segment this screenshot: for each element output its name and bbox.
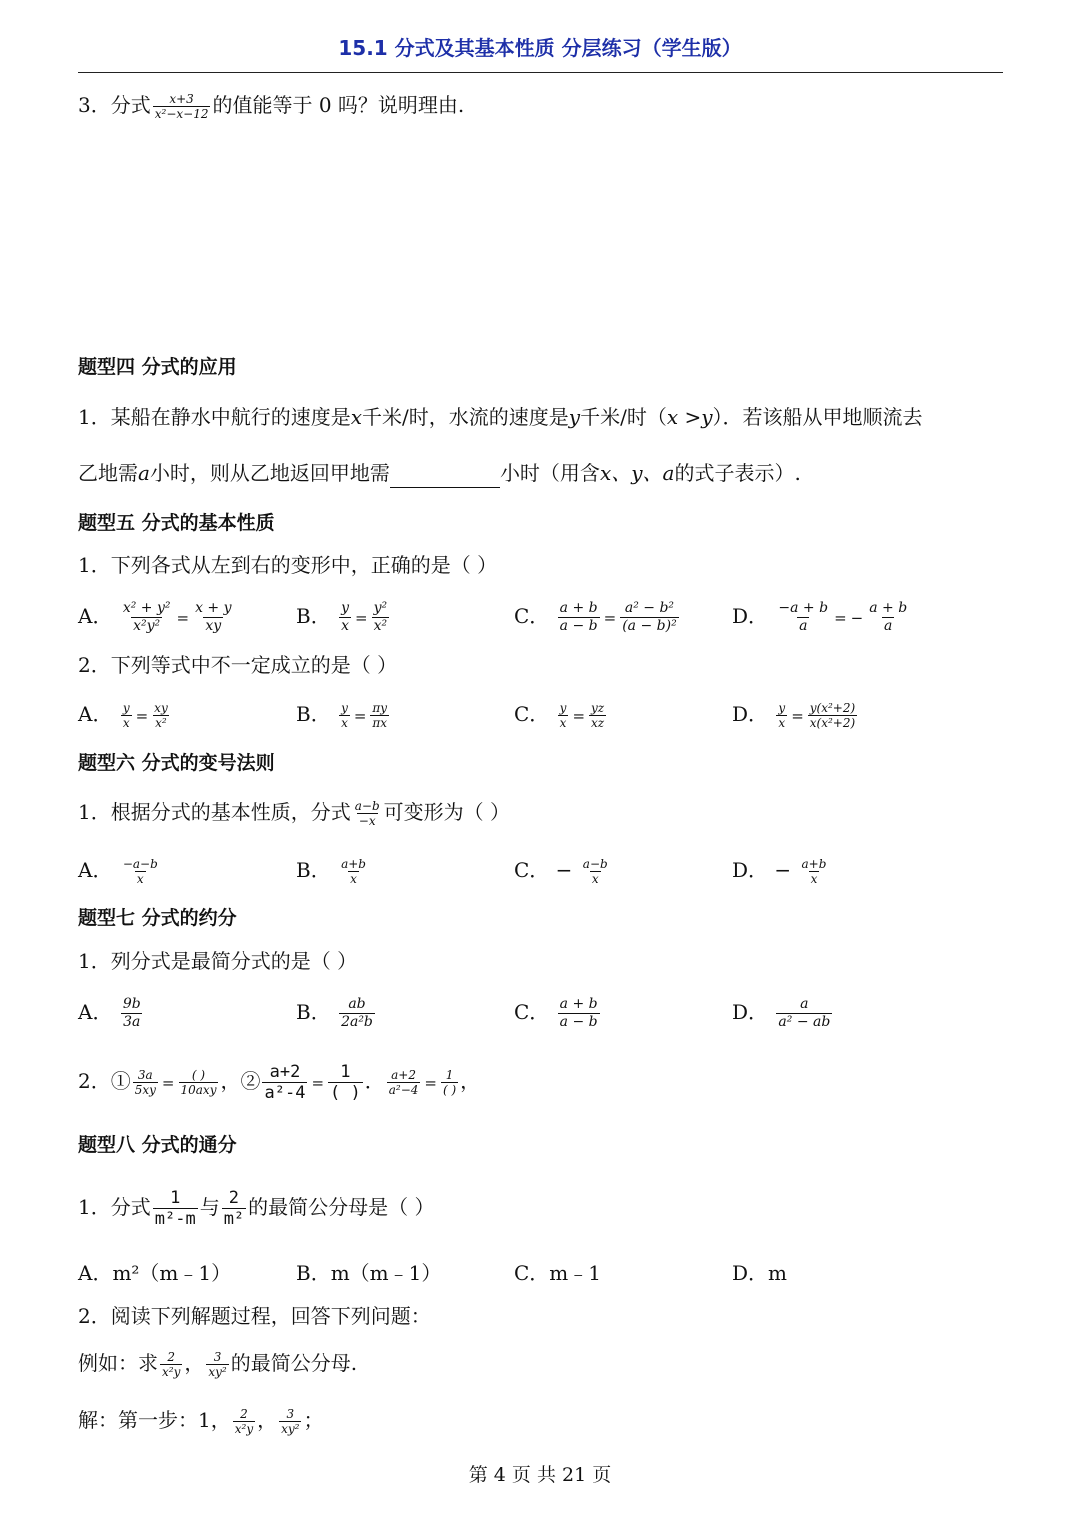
s8-text: ； [303,1408,324,1432]
section-8-title: 题型八 分式的通分 [78,1134,237,1156]
s6-text: 1．根据分式的基本性质，分式 [78,800,351,824]
fraction [800,857,829,886]
s8-q1 [78,1188,435,1229]
numerator: x + y [195,600,232,616]
fraction [339,600,351,635]
denominator: x [136,872,144,886]
numerator: ( ) [191,1068,206,1082]
option-label: C． [514,1000,550,1024]
denominator: x [350,872,357,886]
numerator: a² − b² [624,600,675,616]
numerator: a+2 [391,1068,416,1082]
fraction [776,600,830,635]
denominator: x² [155,716,167,730]
denominator: a²−4 [388,1083,419,1097]
fraction [558,701,569,730]
s8-text: 1．分式 [78,1195,151,1219]
option-label: C． [514,604,550,628]
denominator: a − b [559,618,598,634]
fraction [160,1350,182,1379]
denominator: x² [373,618,388,634]
q3-prefix: 3．分式 [78,93,151,117]
var-a: a [138,461,150,485]
s7-q2: 2．① $\frac{3a}{5xy}$ = $\frac{( )}{\text{10axy}}$ ，② $\frac{a+2}{\text{a²-4}}$ = $\frac{1}{( )}$ ． $\frac{a+2}{\text{a²−4}}$ = $\frac{1}{( )}$ ， [78,1062,481,1103]
header-divider [78,72,1003,73]
denominator: x [559,716,567,730]
answer-blank[interactable] [390,467,500,488]
fraction [339,857,368,886]
denominator: x²y [234,1422,254,1436]
option-label: B． [296,858,331,882]
denominator: a² − ab [778,1014,831,1030]
s4-text: 小时，则从乙地返回甲地需 [149,461,390,485]
fraction [353,799,382,828]
option-label: D． [732,1000,769,1024]
s8-q2: 2．阅读下列解题过程，回答下列问题： [78,1304,431,1328]
s5-q2: 2．下列等式中不一定成立的是（ ） [78,653,398,677]
s8-solution [78,1405,323,1436]
numerator: 1 [340,1062,351,1082]
fraction [776,701,787,730]
denominator: xy² [208,1365,227,1379]
s4-text: 小时（用含 [499,461,600,485]
option-label: A． [78,702,113,726]
s5-q2-option-b[interactable]: B． $\frac{y}{x}$ = $\frac{\pi y}{\pi x}$ [296,701,388,730]
s8-text: 的最简公分母是（ ） [248,1195,435,1219]
s8-text: 例如：求 [78,1351,158,1375]
s5-q1: 1．下列各式从左到右的变形中，正确的是（ ） [78,553,498,577]
numerator: xy [154,701,168,715]
s8-option-d[interactable]: D．m [732,1261,787,1285]
s4-text: 的式子表示）. [674,461,801,485]
denominator: x [341,618,349,634]
s6-text: 可变形为（ ） [383,800,510,824]
numerator: a−b [354,799,380,813]
section-4-title: 题型四 分式的应用 [78,356,237,378]
s5-q1-option-b[interactable]: B． $\frac{y}{x}$ = $\frac{\text{y²}}{\text{x²}}$ [296,600,388,634]
numerator: y(x²+2) [809,701,856,715]
option-label: D． [732,604,769,628]
s8-text: ， [184,1351,205,1375]
denominator: πx [372,716,388,730]
denominator: m²-m [154,1209,196,1229]
numerator: a+b [801,857,827,871]
fraction [867,600,909,635]
denominator: 3a [123,1014,141,1030]
option-label: C． [514,858,550,882]
fraction [121,701,132,730]
numerator: y [778,701,786,715]
s7-text: ． [364,1069,385,1093]
s8-option-b[interactable]: B．m（m﹣1） [296,1261,442,1285]
fraction [776,996,832,1031]
fraction [121,857,160,886]
denominator: x(x²+2) [809,716,856,730]
fraction [589,701,606,730]
s7-option-d[interactable] [732,996,834,1031]
fraction [339,996,375,1031]
s6-option-d[interactable] [732,855,830,886]
vars: x、y、a [599,461,675,485]
s5-q2-option-c[interactable]: C． $\frac{y}{x}$ = $\frac{yz}{xz}$ [514,701,605,730]
denominator: ( ) [330,1083,361,1103]
s7-option-a[interactable] [78,996,145,1031]
numerator: 2 [167,1350,175,1364]
fraction [620,600,678,635]
fraction [121,600,173,635]
s7-text: ， [460,1069,481,1093]
fraction [262,1062,307,1103]
s6-option-b[interactable] [296,855,370,886]
s4-text: 乙地需 [78,461,138,485]
fraction [152,701,170,730]
denominator: xy² [281,1422,300,1436]
numerator: πy [372,701,388,715]
numerator: 3 [213,1350,222,1364]
numerator: y [122,701,130,715]
fraction [193,600,233,635]
denominator: xz [591,716,605,730]
option-label: A． [78,604,113,628]
numerator: 1 [445,1068,454,1082]
numerator: 2 [240,1407,248,1421]
s7-text: ，② [220,1069,261,1093]
page-footer: 第 4 页 共 21 页 [468,1464,612,1486]
question-3 [78,90,464,121]
q3-numerator: x+3 [169,92,194,106]
denominator: m² [223,1209,245,1229]
denominator: (a − b)² [622,618,677,634]
denominator: 10axy [180,1083,217,1097]
fraction [121,996,143,1031]
s7-text: 2．① [78,1069,131,1093]
numerator: 1 [170,1188,181,1208]
q3-suffix: 的值能等于 0 吗？说明理由. [212,93,465,117]
s8-text: ， [257,1408,278,1432]
option-label: C． [514,702,550,726]
numerator: y [341,701,348,715]
fraction [133,1068,158,1097]
fraction [328,1062,363,1103]
s4-text: 1．某船在静水中航行的速度是 [78,405,351,429]
section-7-title: 题型七 分式的约分 [78,907,237,929]
denominator: x [810,872,818,886]
numerator: yz [591,701,605,715]
var-x: x [350,405,363,429]
denominator: x²y² [133,618,161,634]
section-5-title: 题型五 分式的基本性质 [78,512,275,534]
s4-q1-line1 [78,402,923,432]
s8-option-a[interactable]: A．m²（m﹣1） [78,1261,232,1285]
s8-text: 的最简公分母. [230,1351,358,1375]
option-label: D． [732,858,769,882]
fraction [581,857,610,886]
s6-q1 [78,797,510,828]
option-label: B． [296,702,331,726]
s4-text: 千米/时（ [580,405,667,429]
fraction [339,701,350,730]
page-header-title: 15.1 分式及其基本性质 分层练习（学生版） [338,36,742,60]
denominator: x [591,872,599,886]
numerator: ab [348,996,366,1012]
minus-sign: − [555,858,573,882]
denominator: a [799,618,808,634]
fraction [387,1068,421,1097]
s5-q2-option-a[interactable]: A． $\frac{y}{x}$ = $\frac{xy}{\text{x²}}$ [78,701,168,730]
numerator: a + b [559,600,598,616]
s6-option-c[interactable] [514,855,612,886]
s5-q1-option-a[interactable]: A． $\frac{\text{x² + y²}}{\text{x²y²}}$ = $\frac{x + y}{xy}$ [78,600,232,634]
denominator: x [122,716,130,730]
numerator: a [800,996,809,1012]
denominator: x²y [162,1365,181,1379]
fraction [808,701,857,730]
numerator: y [559,701,567,715]
numerator: y [341,600,349,616]
option-label: A． [78,1000,113,1024]
s8-example [78,1348,357,1379]
s8-text: 解：第一步：1， [78,1408,231,1432]
fraction [206,1350,228,1379]
fraction [558,600,600,635]
s7-q1: 1．列分式是最简分式的是（ ） [78,949,358,973]
s4-q1-line2 [78,458,801,488]
denominator: ( ) [442,1083,457,1097]
numerator: a+2 [269,1062,301,1082]
s4-text: 千米/时，水流的速度是 [362,405,569,429]
fraction [179,1068,219,1097]
s4-text: ）．若该船从甲地顺流去 [712,405,923,429]
fraction [441,1068,458,1097]
numerator: −a−b [122,857,158,871]
s7-option-b[interactable] [296,996,377,1031]
denominator: a²-4 [264,1083,306,1103]
q3-denominator: x²−x−12 [154,107,209,121]
numerator: x² + y² [122,600,171,616]
numerator: a−b [582,857,608,871]
numerator: −a + b [778,600,829,616]
s6-option-a[interactable] [78,855,162,886]
fraction [222,1188,246,1229]
section-6-title: 题型六 分式的变号法则 [78,752,275,774]
s5-q1-option-c[interactable]: C． $\frac{a + b}{a - b}$ = $\frac{\text{a² − b²}}{\text{(a − b)²}}$ [514,600,677,634]
numerator: a + b [559,996,598,1012]
s7-option-c[interactable] [514,996,602,1031]
numerator: 3 [286,1407,295,1421]
numerator: y² [373,600,388,616]
minus-sign: − [850,608,864,627]
fraction [233,1407,255,1436]
denominator: x [778,716,786,730]
denominator: 2a²b [341,1014,373,1030]
fraction [558,996,600,1031]
s8-text: 与 [199,1195,220,1219]
option-label: A． [78,858,113,882]
numerator: 9b [122,996,141,1012]
s5-q2-option-d[interactable]: D． $\frac{y}{x}$ = $\frac{\text{y(x²+2)}}{\text{x(x²+2)}}$ [732,701,856,730]
fraction [372,600,390,635]
denominator: −x [358,814,376,828]
q3-fraction [153,92,211,121]
s5-q1-option-d[interactable]: D． $\frac{-a + b}{a}$ = − $\frac{a + b}{a}$ [732,600,908,634]
condition: x >y [666,405,713,429]
fraction [279,1407,301,1436]
option-label: D． [732,702,769,726]
numerator: 3a [137,1068,153,1082]
fraction [370,701,389,730]
denominator: a [884,618,893,634]
numerator: 2 [228,1188,240,1208]
minus-sign: − [774,858,792,882]
option-label: B． [296,604,331,628]
denominator: a − b [559,1014,598,1030]
numerator: a+b [341,857,366,871]
denominator: x [341,716,348,730]
denominator: 5xy [134,1083,156,1097]
denominator: xy [205,618,222,634]
fraction [153,1188,198,1229]
var-y: y [568,405,581,429]
s8-option-c[interactable]: C．m﹣1 [514,1261,601,1285]
option-label: B． [296,1000,331,1024]
numerator: a + b [869,600,908,616]
